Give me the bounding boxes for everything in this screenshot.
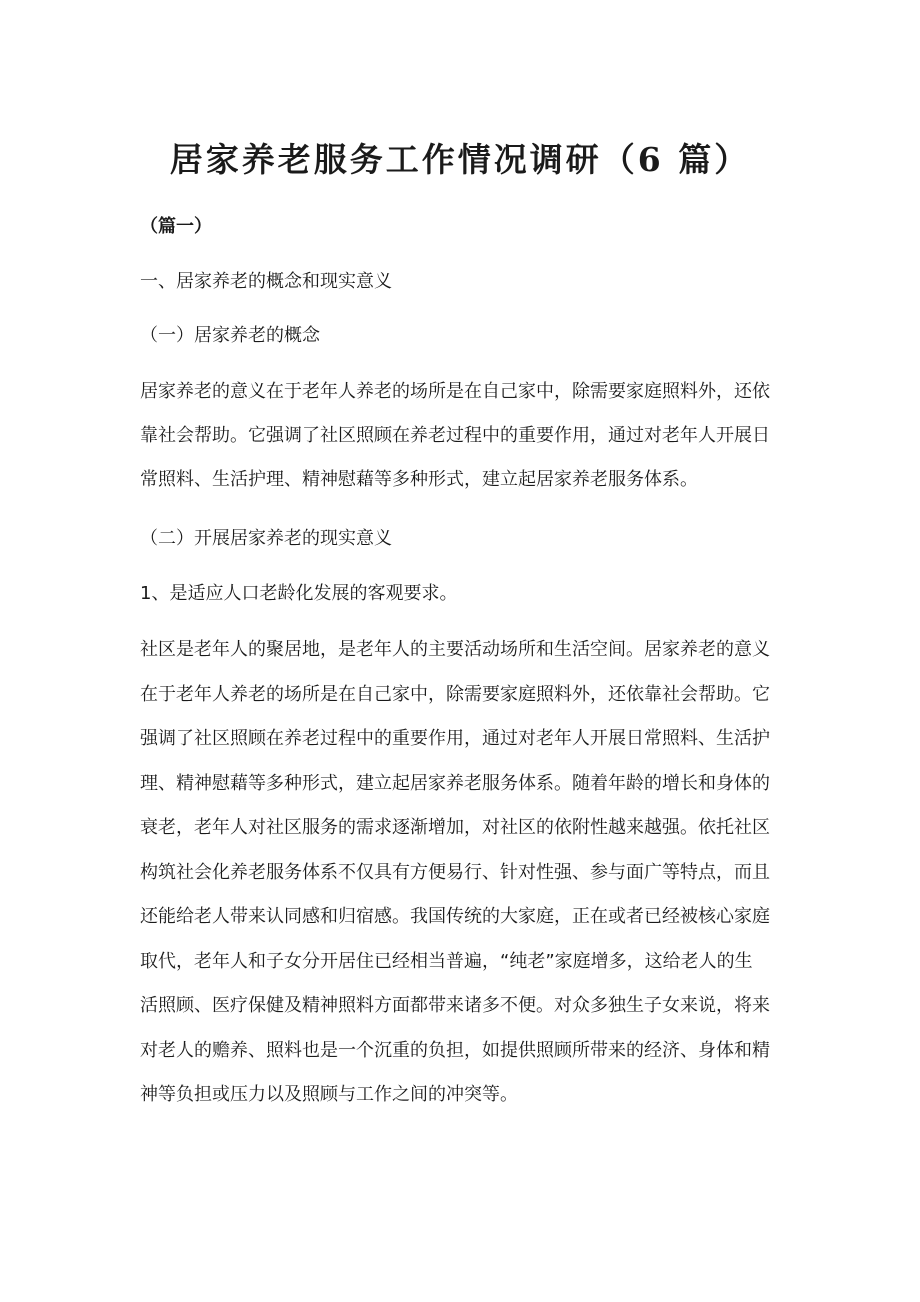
paragraph-line: 理、精神慰藉等多种形式，建立起居家养老服务体系。随着年龄的增长和身体的 <box>140 772 770 794</box>
paragraph-line: 强调了社区照顾在养老过程中的重要作用，通过对老年人开展日常照料、生活护 <box>140 728 770 749</box>
paragraph-line: 社区是老年人的聚居地，是老年人的主要活动场所和生活空间。居家养老的意义 <box>140 639 770 660</box>
paragraph-line: 在于老年人养老的场所是在自己家中，除需要家庭照料外，还依靠社会帮助。它 <box>140 683 770 705</box>
section-heading: 一、居家养老的概念和现实意义 <box>140 271 392 292</box>
document-title: 居家养老服务工作情况调研（6 篇） <box>169 140 751 179</box>
paragraph-concept <box>140 370 790 502</box>
paragraph-significance <box>140 628 790 1118</box>
paragraph-line: 常照料、生活护理、精神慰藉等多种形式，建立起居家养老服务体系。 <box>140 469 698 490</box>
paragraph-line: 活照顾、医疗保健及精神照料方面都带来诸多不便。对众多独生子女来说，将来 <box>140 995 770 1016</box>
paragraph-line: 神等负担或压力以及照顾与工作之间的冲突等。 <box>140 1084 518 1105</box>
paragraph-line: 还能给老人带来认同感和归宿感。我国传统的大家庭，正在或者已经被核心家庭 <box>140 906 770 927</box>
paragraph-line: 居家养老的意义在于老年人养老的场所是在自己家中，除需要家庭照料外，还依 <box>140 381 770 402</box>
subsection-heading-significance: （二）开展居家养老的现实意义 <box>140 528 392 549</box>
subsection-heading-concept: （一）居家养老的概念 <box>140 325 320 346</box>
part-label: （篇一） <box>140 216 212 237</box>
paragraph-line: 构筑社会化养老服务体系不仅具有方便易行、针对性强、参与面广等特点，而且 <box>140 861 770 883</box>
point-heading: 1、是适应人口老龄化发展的客观要求。 <box>140 583 458 604</box>
paragraph-line: 对老人的赡养、照料也是一个沉重的负担，如提供照顾所带来的经济、身体和精 <box>140 1039 770 1061</box>
paragraph-line: 衰老，老年人对社区服务的需求逐渐增加，对社区的依附性越来越强。依托社区 <box>140 817 770 838</box>
paragraph-line: 取代，老年人和子女分开居住已经相当普遍，“纯老”家庭增多，这给老人的生 <box>140 950 753 972</box>
paragraph-line: 靠社会帮助。它强调了社区照顾在养老过程中的重要作用，通过对老年人开展日 <box>140 425 770 446</box>
